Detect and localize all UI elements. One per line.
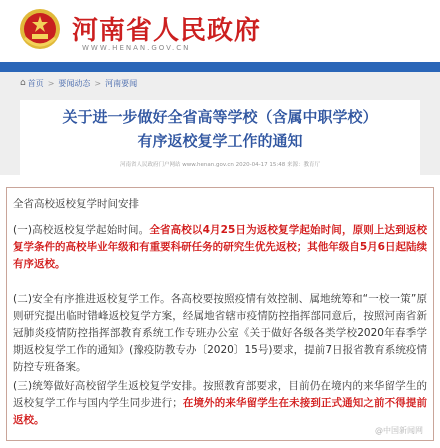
page-top-section	[0, 0, 440, 175]
section-gap	[0, 175, 440, 185]
paragraph-3-text: (三)统筹做好高校留学生返校复学安排。按照教育部要求，目前仍在境内的来华留学生的返校复学工作与国内学生同步进行；	[13, 380, 427, 409]
site-url: WWW.HENAN.GOV.CN	[82, 44, 191, 52]
notice-heading: 全省高校返校复学时间安排	[13, 198, 139, 210]
paragraph-3-highlight: 在境外的来华留学生在未接到正式通知之前不得提前返校。	[13, 397, 428, 426]
site-title[interactable]: 河南省人民政府	[72, 16, 262, 46]
site-header	[0, 0, 440, 72]
article-title-line2: 有序返校复学工作的通知	[137, 132, 303, 150]
paragraph-1-lead: (一)高校返校复学起始时间。	[13, 224, 150, 236]
paragraph-2: (二)安全有序推进返校复学工作。各高校要按照疫情有效控制、属地统筹和“一校一策”原则研究提出临时错峰返校复学方案，经属地省辖市疫情防控指挥部同意后，按照河南省新冠肺炎疫情防控指挥部教育系统工作专班办公室《关于做好各级各类学校2020年春季学期返校复学工作的通知》(豫疫防教专办〔2020〕15号)要求，提前7日报省教育系统疫情防控专班备案。	[13, 293, 427, 373]
article-header-card	[20, 100, 420, 175]
watermark: @中国新闻网	[375, 426, 423, 435]
breadcrumb	[20, 76, 137, 90]
breadcrumb-current[interactable]: 河南要闻	[105, 78, 138, 88]
notice-box	[6, 187, 434, 441]
breadcrumb-section[interactable]: 要闻动态	[58, 78, 91, 88]
paragraph-3	[13, 378, 427, 429]
home-icon[interactable]: ⌂	[20, 78, 26, 88]
paragraph-1-highlight: 全省高校以4月25日为返校复学起始时间，原则上达到返校复学条件的高校毕业年级和有重要科研任务的研究生优先返校；其他年级自5月6日起陆续有序返校。	[13, 224, 427, 270]
article-title-line1: 关于进一步做好全省高等学校（含属中职学校）	[62, 108, 378, 126]
article-meta: 河南省人民政府门户网站 www.henan.gov.cn 2020-04-17 15:48 来源：教育厅	[120, 162, 320, 168]
breadcrumb-separator: >	[47, 78, 55, 88]
breadcrumb-home[interactable]: 首页	[27, 78, 44, 88]
paragraph-1	[13, 222, 427, 273]
breadcrumb-separator: >	[94, 78, 102, 88]
national-emblem-icon	[19, 8, 61, 50]
header-nav-bar	[0, 62, 440, 72]
